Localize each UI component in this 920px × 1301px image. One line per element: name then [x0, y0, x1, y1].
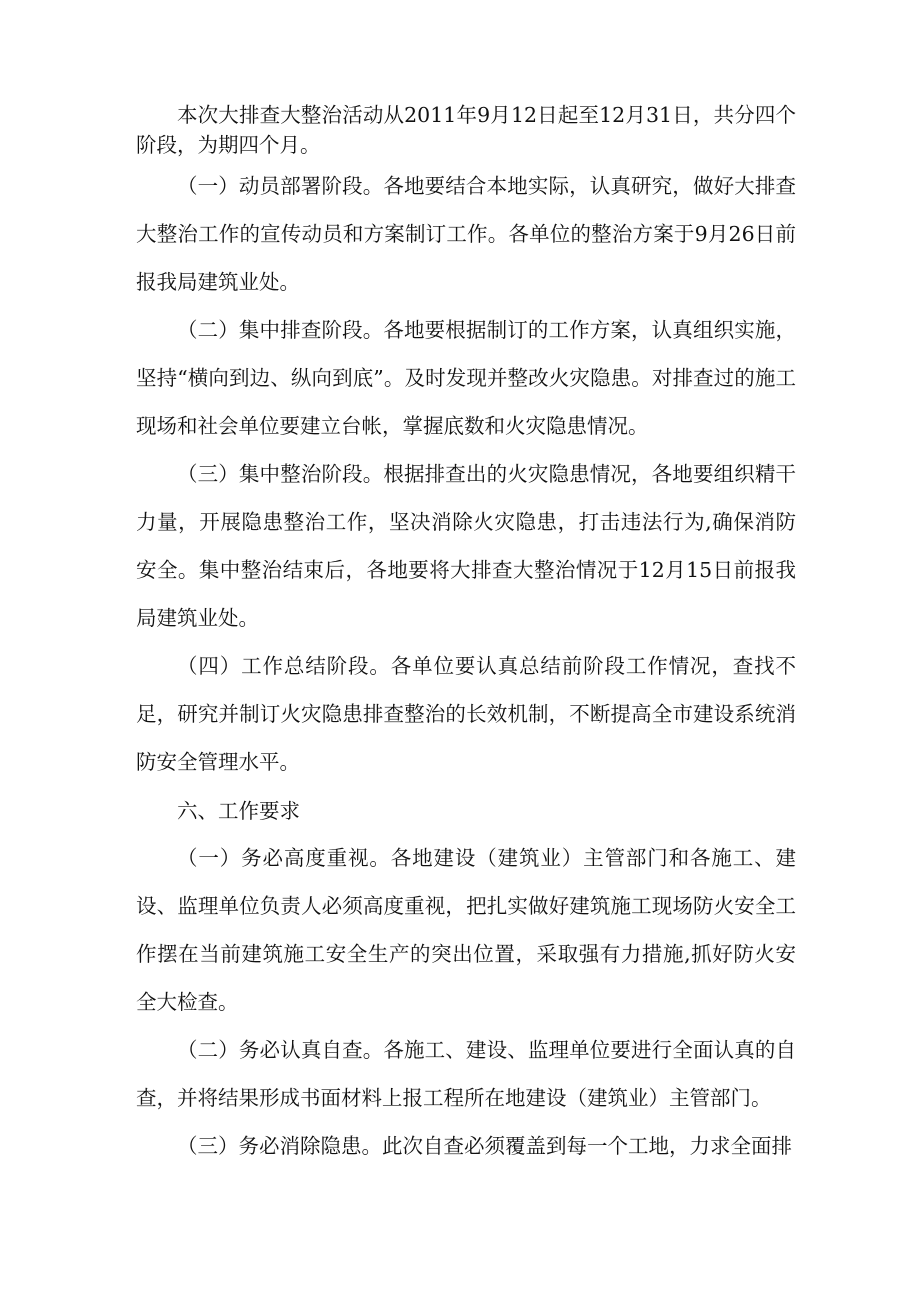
- paragraph-requirement-1: （一）务必高度重视。各地建设（建筑业）主管部门和各施工、建设、监理单位负责人必须高度重视，把扎实做好建筑施工现场防火安全工作摆在当前建筑施工安全生产的突出位置，采取强有力措施,抓好防火安全大检查。: [136, 846, 796, 1014]
- section-heading: 六、工作要求: [177, 799, 300, 823]
- paragraph-schedule: 本次大排查大整治活动从2011年9月12日起至12月31日，共分四个阶段，为期四个月。: [136, 103, 796, 157]
- paragraph-phase-1: （一）动员部署阶段。各地要结合本地实际，认真研究，做好大排查大整治工作的宣传动员和方案制订工作。各单位的整治方案于9月26日前报我局建筑业处。: [136, 174, 796, 294]
- paragraph-phase-2: （二）集中排查阶段。各地要根据制订的工作方案，认真组织实施，坚持“横向到边、纵向到底”。及时发现并整改火灾隐患。对排查过的施工现场和社会单位要建立台帐，掌握底数和火灾隐患情况。: [136, 318, 796, 438]
- paragraph-phase-3: （三）集中整治阶段。根据排查出的火灾隐患情况，各地要组织精干力量，开展隐患整治工作，坚决消除火灾隐患，打击违法行为,确保消防安全。集中整治结束后，各地要将大排查大整治情况于12月15日前报我局建筑业处。: [136, 462, 796, 630]
- paragraph-requirement-3: （三）务必消除隐患。此次自查必须覆盖到每一个工地，力求全面排: [177, 1134, 792, 1158]
- paragraph-requirement-2: （二）务必认真自查。各施工、建设、监理单位要进行全面认真的自查，并将结果形成书面材料上报工程所在地建设（建筑业）主管部门。: [136, 1038, 796, 1110]
- paragraph-phase-4: （四）工作总结阶段。各单位要认真总结前阶段工作情况，查找不足，研究并制订火灾隐患排查整治的长效机制，不断提高全市建设系统消防安全管理水平。: [136, 654, 796, 774]
